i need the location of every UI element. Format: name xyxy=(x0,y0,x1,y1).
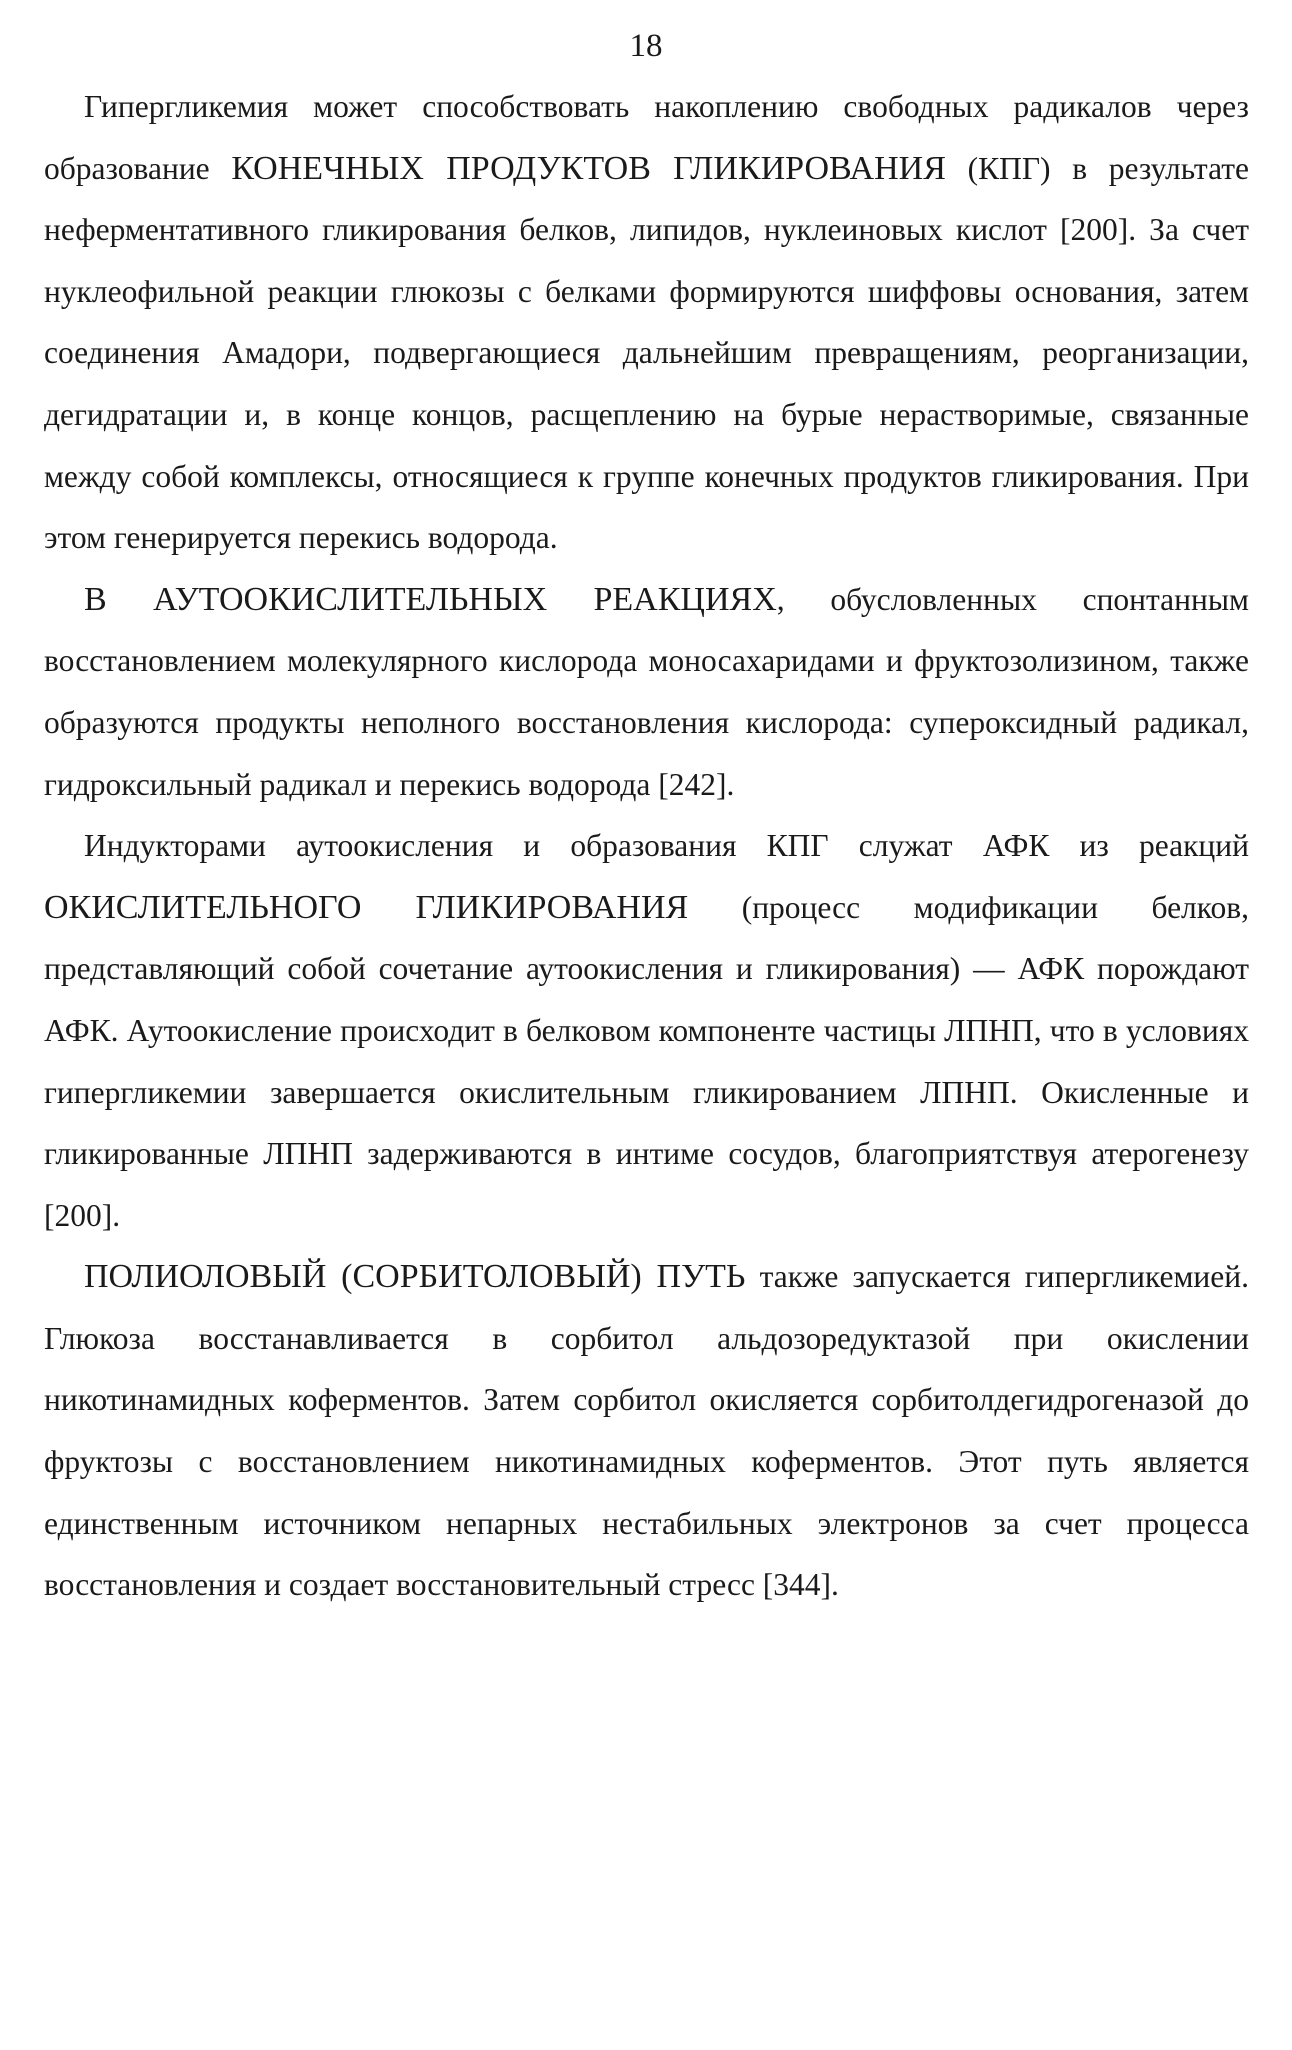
term-heading-autooxidation: В АУТООКИСЛИТЕЛЬНЫХ РЕАКЦИЯХ xyxy=(84,580,777,618)
text-run: (КПГ) в результате неферментативного гликирования белков, липидов, нуклеиновых кислот [200]. За счет нуклеофильной реакции глюкозы с белками формируются шиффовы основания, затем соединения Амадори, подвергающиеся дальнейшим превращениям, реорганизации, дегидратации и, в конце концов, расщеплению на бурые нерастворимые, связанные между собой комплексы, относящиеся к группе конечных продуктов гликирования. При этом генерируется перекись водорода. xyxy=(44,150,1249,556)
paragraph-polyol-pathway xyxy=(44,1246,1249,1616)
text-run: , обусловленных спонтанным восстановлением молекулярного кислорода моносахаридами и фруктозолизином, также образуются продукты неполного восстановления кислорода: супероксидный радикал, гидроксильный радикал и перекись водорода [242]. xyxy=(44,581,1249,802)
text-run: также запускается гипергликемией. Глюкоза восстанавливается в сорбитол альдозоредуктазой при окислении никотинамидных коферментов. Затем сорбитол окисляется сорбитолдегидрогеназой до фруктозы с восстановлением никотинамидных коферментов. Этот путь является единственным источником непарных нестабильных электронов за счет процесса восстановления и создает восстановительный стресс [344]. xyxy=(44,1259,1249,1603)
term-heading-oxidative-glycation: ОКИСЛИТЕЛЬНОГО ГЛИКИРОВАНИЯ xyxy=(44,888,689,926)
text-run: (процесс модификации белков, представляющий собой сочетание аутоокисления и гликирования) — АФК порождают АФК. Аутоокисление происходит в белковом компоненте частицы ЛПНП, что в условиях гипергликемии завершается окислительным гликированием ЛПНП. Окисленные и гликированные ЛПНП задерживаются в интиме сосудов, благоприятствуя атерогенезу [200]. xyxy=(44,889,1249,1233)
term-heading-polyol-pathway: ПОЛИОЛОВЫЙ (СОРБИТОЛОВЫЙ) ПУТЬ xyxy=(84,1258,746,1296)
page-number: 18 xyxy=(629,28,663,64)
paragraph-oxidative-glycation xyxy=(44,815,1249,1246)
paragraph-autooxidation xyxy=(44,569,1249,815)
text-run: Индукторами аутоокисления и образования КПГ служат АФК из реакций xyxy=(84,828,1249,864)
text-run: Гипергликемия может способствовать накоплению свободных радикалов через образование xyxy=(44,89,1249,186)
term-heading-kpg: КОНЕЧНЫХ ПРОДУКТОВ ГЛИКИРОВАНИЯ xyxy=(231,149,946,187)
body-text xyxy=(44,76,1249,1616)
paragraph-glycation xyxy=(44,76,1249,569)
